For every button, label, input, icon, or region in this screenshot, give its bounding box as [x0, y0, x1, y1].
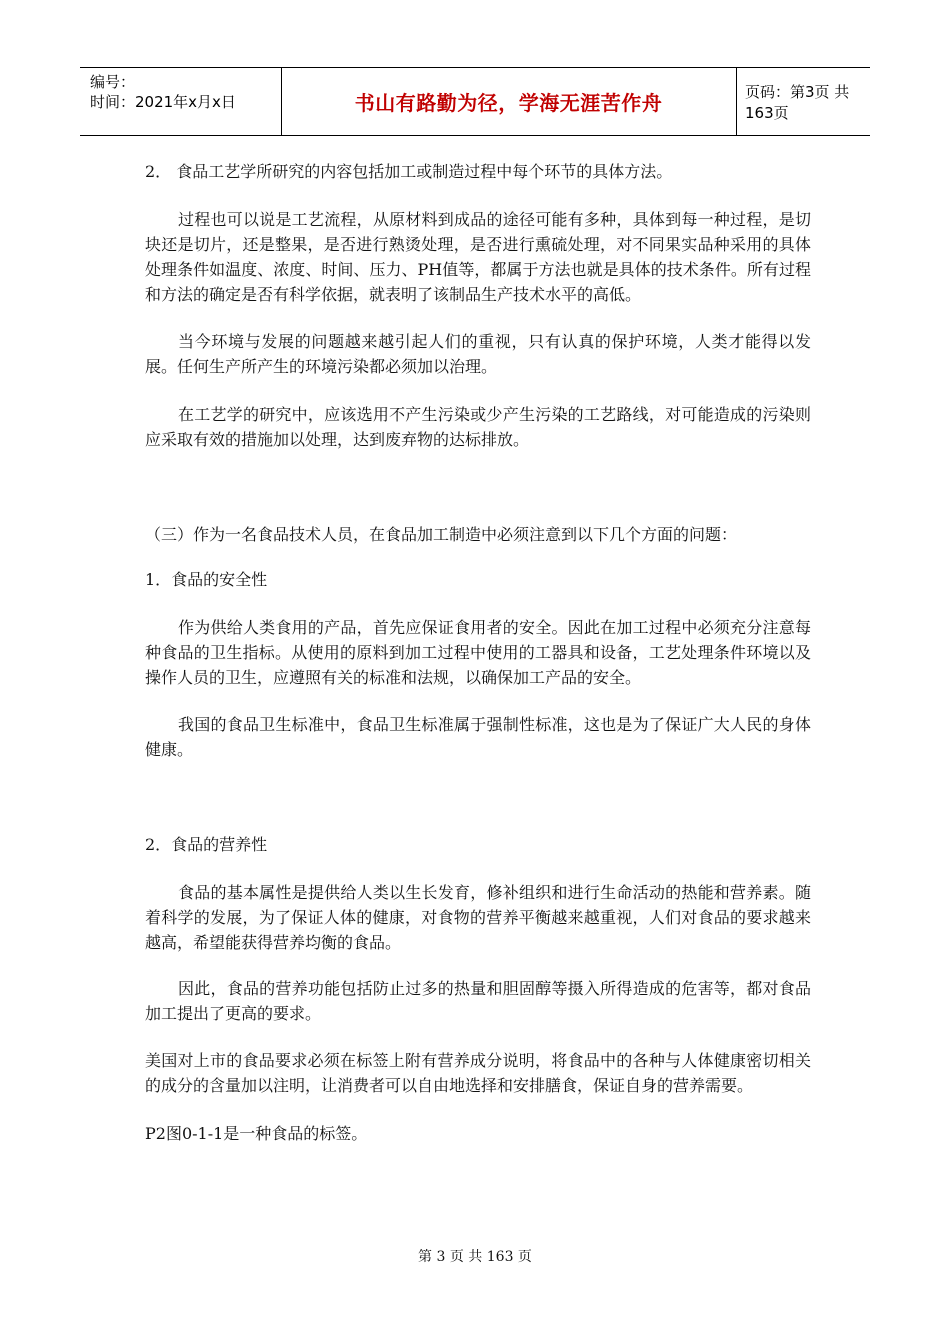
document-date: 时间：2021年x月x日: [90, 93, 236, 111]
header-meta-cell: [80, 68, 282, 135]
document-number: 编号：: [90, 73, 136, 91]
paragraph-hygiene-standard: 我国的食品卫生标准中，食品卫生标准属于强制性标准，这也是为了保证广大人民的身体健康。: [145, 715, 811, 759]
paragraph-us-labeling: 美国对上市的食品要求必须在标签上附有营养成分说明，将食品中的各种与人体健康密切相关的成分的含量加以注明，让消费者可以自由地选择和安排膳食，保证自身的营养需要。: [145, 1051, 811, 1095]
paragraph-nutrition: 食品的基本属性是提供给人类以生长发育，修补组织和进行生命活动的热能和营养素。随着科学的发展，为了保证人体的健康，对食物的营养平衡越来越重视，人们对食品的要求越来越高，希望能获得营养均衡的食品。: [145, 883, 811, 952]
paragraph-nutrition-function: 因此，食品的营养功能包括防止过多的热量和胆固醇等摄入所得造成的危害等，都对食品加工提出了更高的要求。: [145, 979, 811, 1023]
document-header: [80, 67, 870, 136]
paragraph-food-safety: 作为供给人类食用的产品，首先应保证食用者的安全。因此在加工过程中必须充分注意每种食品的卫生指标。从使用的原料到加工过程中使用的工器具和设备，工艺处理条件环境以及操作人员的卫生，应遵照有关的标准和法规，以确保加工产品的安全。: [145, 618, 811, 687]
subheading-food-safety: 1．食品的安全性: [145, 570, 268, 589]
paragraph-process: 过程也可以说是工艺流程，从原材料到成品的途径可能有多种，具体到每一种过程，是切块还是切片，还是整果，是否进行熟烫处理，是否进行熏硫处理，对不同果实品种采用的具体处理条件如温度、浓度、时间、压力、PH值等，都属于方法也就是具体的技术条件。所有过程和方法的确定是否有科学依据，就表明了该制品生产技术水平的高低。: [145, 210, 811, 304]
header-motto: 书山有路勤为径，学海无涯苦作舟: [354, 91, 663, 115]
paragraph-section-2-heading: 2． 食品工艺学所研究的内容包括加工或制造过程中每个环节的具体方法。: [145, 162, 673, 181]
subheading-food-nutrition: 2．食品的营养性: [145, 835, 268, 854]
header-page-cell: [737, 68, 870, 135]
page-footer: 第 3 页 共 163 页: [418, 1249, 532, 1265]
paragraph-pollution: 在工艺学的研究中，应该选用不产生污染或少产生污染的工艺路线，对可能造成的污染则应采取有效的措施加以处理，达到废弃物的达标排放。: [145, 405, 811, 449]
paragraph-figure-reference: P2图0-1-1是一种食品的标签。: [145, 1124, 368, 1143]
paragraph-environment: 当今环境与发展的问题越来越引起人们的重视，只有认真的保护环境，人类才能得以发展。任何生产所产生的环境污染都必须加以治理。: [145, 332, 811, 376]
header-motto-cell: [281, 68, 737, 135]
paragraph-section-3-heading: （三）作为一名食品技术人员，在食品加工制造中必须注意到以下几个方面的问题：: [145, 525, 738, 544]
header-page-info: 页码：第3页 共163页: [745, 82, 850, 122]
